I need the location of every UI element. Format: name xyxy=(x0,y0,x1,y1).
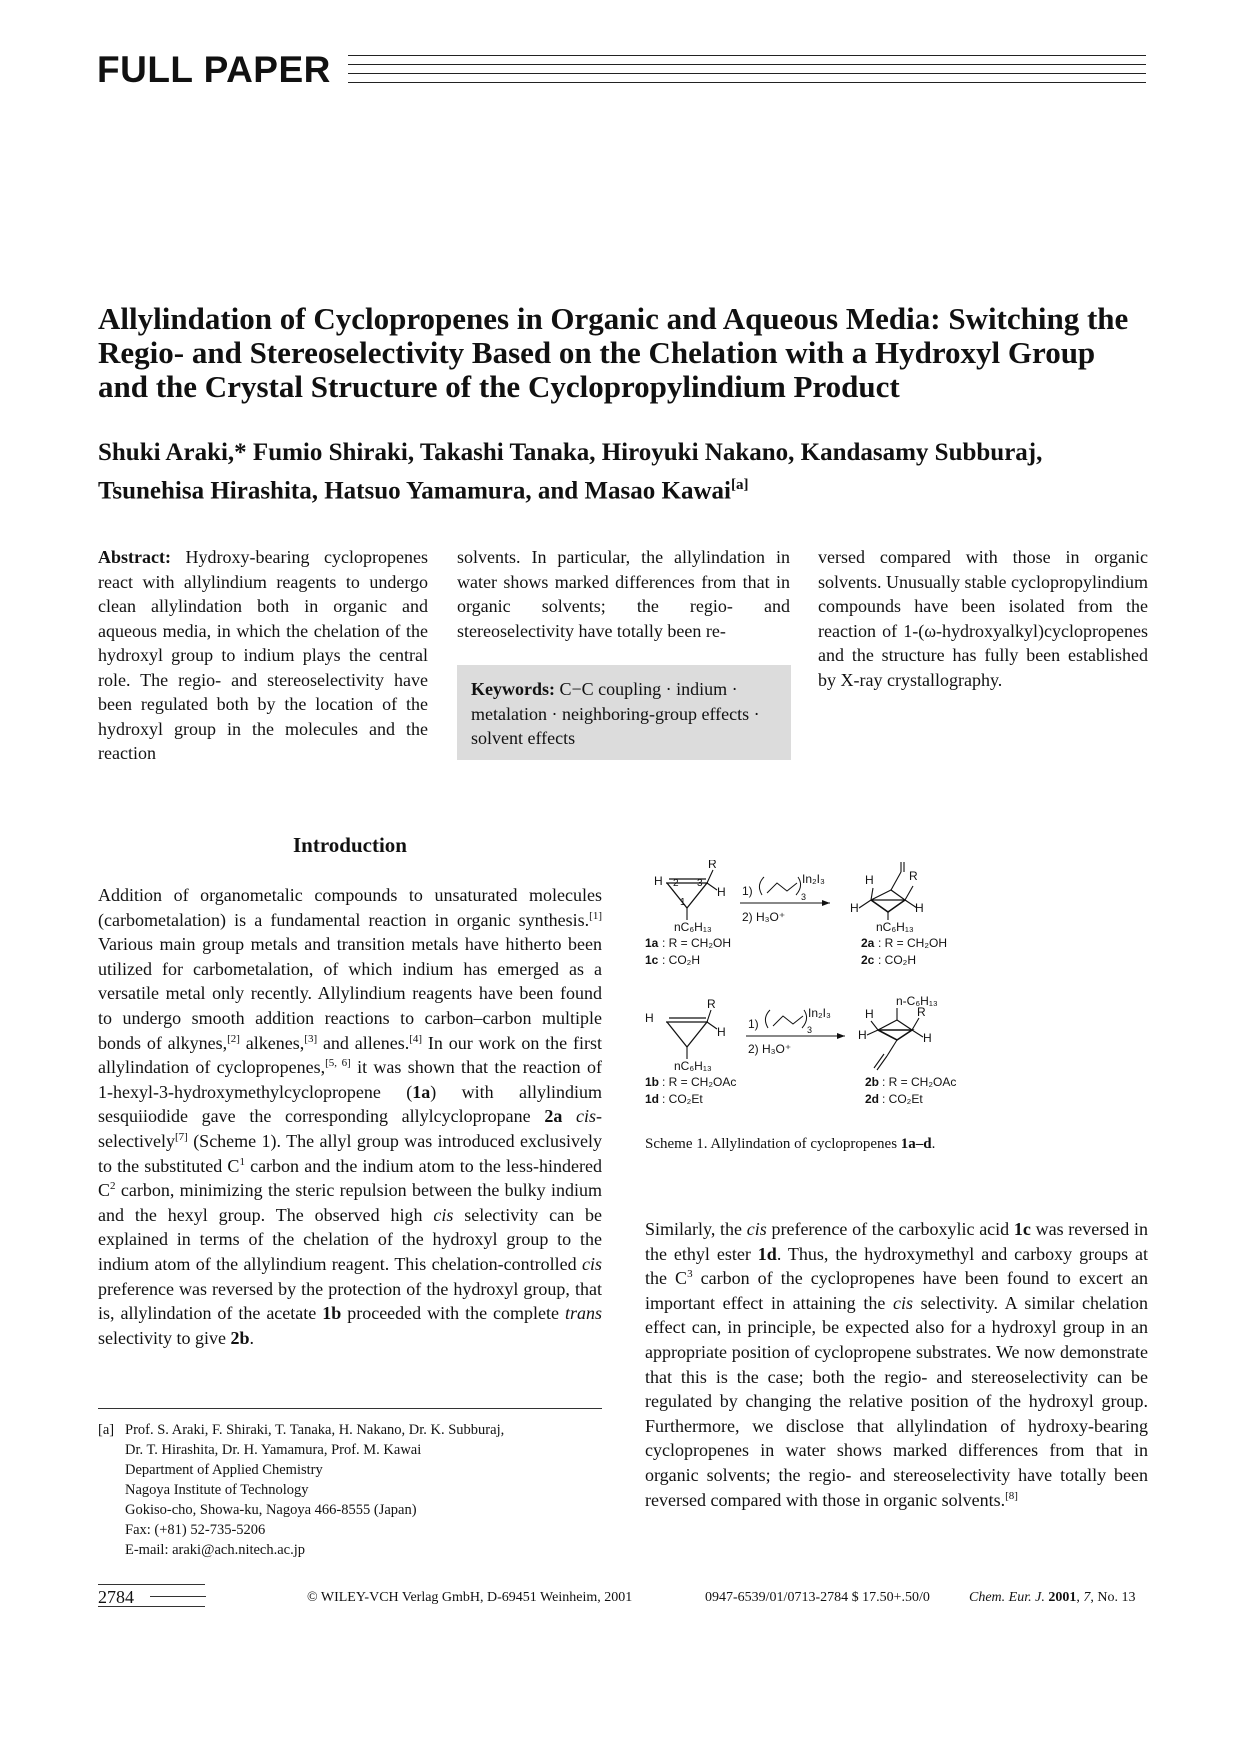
keyword: C−C coupling xyxy=(559,679,662,699)
text: (Scheme 1). The allyl group was introduced exclusively to the substituted C xyxy=(98,1130,602,1176)
keyword: neighboring-group effects xyxy=(561,703,750,724)
compound-ref: 1c xyxy=(1013,1219,1031,1239)
citation: [4] xyxy=(409,1032,423,1045)
superscript: 3 xyxy=(687,1268,693,1281)
text: preference of the carboxylic acid xyxy=(766,1219,1014,1239)
footnote-line: Dr. T. Hirashita, Dr. H. Yamamura, Prof. M. Kawai xyxy=(125,1442,422,1458)
reaction-arrow-bottom xyxy=(746,1006,845,1056)
text: . xyxy=(249,1327,254,1348)
section-label: FULL PAPER xyxy=(97,49,331,90)
footer-rule xyxy=(150,1596,206,1597)
text: ) with allylindium sesquiiodide gave the corresponding allylcyclopropane xyxy=(98,1081,603,1127)
citation: [7] xyxy=(174,1130,188,1143)
text: Scheme 1. Allylindation of cyclopropenes xyxy=(645,1136,901,1152)
footer-rule xyxy=(98,1584,205,1585)
compound-label: 1d xyxy=(645,1092,660,1106)
affiliation-mark: [a] xyxy=(730,477,749,493)
hexyl-label: nC₆H₁₃ xyxy=(674,920,712,934)
atom-h: H xyxy=(717,885,726,899)
citation: [1] xyxy=(589,909,602,922)
locant: 2 xyxy=(673,878,679,889)
cyclopropene-1b-structure xyxy=(645,997,726,1073)
text: carbon of the cyclopropenes have been found to excert an important effect in attaining the xyxy=(645,1268,1148,1313)
hexyl-label: nC₆H₁₃ xyxy=(674,1059,712,1073)
atom-h: H xyxy=(865,1007,874,1021)
abstract-text-3: versed compared with those in organic solvents. Unusually stable cyclopropylindium compounds have been isolated from the reaction of 1-(ω-hydroxyalkyl)cyclopropenes and the structure has fully been established by X-ray crystallography. xyxy=(818,547,1148,690)
atom-r: R xyxy=(708,860,717,871)
compound-label: 1c xyxy=(645,953,659,967)
text: selectivity can be explained in terms of the chelation of the hydroxyl group to the indium atom of the allylindium reagent. This chelation-controlled xyxy=(98,1204,602,1274)
compound-ref: 2a xyxy=(544,1106,563,1127)
citation: [8] xyxy=(1005,1489,1018,1502)
substituent-label: : R = CH₂OH xyxy=(878,936,947,950)
superscript: 2 xyxy=(110,1180,116,1193)
compound-label: 1a xyxy=(645,936,659,950)
page-number: 2784 xyxy=(98,1587,134,1607)
footnote-rule xyxy=(98,1408,602,1409)
keyword-separator: · xyxy=(551,703,558,724)
atom-r: R xyxy=(917,1005,926,1019)
text: . Thus, the hydroxymethyl and carboxy groups at the C xyxy=(645,1243,1148,1289)
substituent-label: : R = CH₂OAc xyxy=(882,1075,957,1089)
reaction-arrow-top xyxy=(740,872,830,924)
abstract-text-1: Hydroxy-bearing cyclopropenes react with allylindium reagents to undergo clean allylindation both in organic and aqueous media, in which the chelation of the hydroxyl group to indium plays the central role. The regio- and stereoselectivity have been regulated both by the location of the hydroxyl group in the molecules and the reaction xyxy=(98,547,428,763)
compound-label: 2a xyxy=(861,936,875,950)
compound-label: 2c xyxy=(861,953,875,967)
citation: [5, 6] xyxy=(325,1057,351,1070)
substituent-label: : CO₂H xyxy=(662,953,700,967)
author-names: Shuki Araki,* Fumio Shiraki, Takashi Tanaka, Hiroyuki Nakano, Kandasamy Subburaj, Tsunehisa Hirashita, Hatsuo Yamamura, and Masao Kawai xyxy=(98,439,1043,505)
italic-term: trans xyxy=(564,1303,602,1324)
stoichiometry: 3 xyxy=(801,892,807,902)
author-list xyxy=(98,436,1148,507)
text: alkenes, xyxy=(239,1032,305,1053)
italic-term: cis xyxy=(433,1204,454,1225)
citation: [2] xyxy=(227,1032,240,1045)
stoichiometry: 3 xyxy=(807,1025,813,1035)
text: was reversed in the ethyl ester xyxy=(645,1219,1148,1264)
substituent-label: : CO₂Et xyxy=(662,1092,703,1106)
substituent-label: : CO₂Et xyxy=(882,1092,923,1106)
atom-h: H xyxy=(858,1028,867,1042)
keyword: metalation xyxy=(471,703,547,724)
body-paragraph xyxy=(645,1217,1148,1512)
italic-term: cis xyxy=(746,1219,767,1239)
locant: 3 xyxy=(697,878,703,889)
compound-ref: 1b xyxy=(322,1303,342,1324)
footnote-line: Department of Applied Chemistry xyxy=(125,1462,323,1478)
atom-h: H xyxy=(717,1025,726,1039)
journal-issue: , No. 13 xyxy=(1090,1590,1136,1605)
text: selectivity to give xyxy=(98,1327,231,1348)
keyword: solvent effects xyxy=(471,728,576,748)
keyword: indium xyxy=(676,679,728,699)
step-2: 2) H₃O⁺ xyxy=(748,1042,792,1056)
italic-term: cis xyxy=(582,1253,602,1274)
superscript: 1 xyxy=(239,1155,245,1168)
section-heading: Introduction xyxy=(293,833,407,857)
compound-ref: 1d xyxy=(757,1243,777,1264)
text: selectivity. A similar chelation effect can, in principle, be expected also for a hydroxyl group in an appropriate position of cyclopropene substrates. We now demonstrate that this is the case; both the regio- and stereoselectivity can be regulated by changing the relative position of the hydroxyl group. Furthermore, we disclose that allylindation of hydroxy-bearing cyclopropenes in water shows marked differences from that in organic solvents; the regio- and stereoselectivity have totally been reversed compared with those in organic solvents. xyxy=(645,1292,1148,1510)
paper-title: Allylindation of Cyclopropenes in Organic and Aqueous Media: Switching the Regio- and Stereoselectivity Based on the Chelation with a Hydroxyl Group and the Crystal Structure of the Cyclopropylindium Product xyxy=(98,301,1129,404)
substituent-label: : R = CH₂OAc xyxy=(662,1075,737,1089)
footnote-line: Fax: (+81) 52-735-5206 xyxy=(125,1522,266,1538)
journal-name: Chem. Eur. J. xyxy=(969,1590,1045,1605)
abstract-label: Abstract: xyxy=(98,547,171,567)
compound-label: 1b xyxy=(645,1075,660,1089)
header-rule xyxy=(348,55,1146,83)
atom-r: R xyxy=(707,997,716,1011)
step-2: 2) H₃O⁺ xyxy=(742,910,786,924)
text: preference was reversed by the protection of the hydroxyl group, that is, allylindation of the acetate xyxy=(98,1278,602,1324)
text: carbon, minimizing the steric repulsion between the bulky indium and the hexyl group. The observed high xyxy=(98,1180,602,1225)
footnote-line: Nagoya Institute of Technology xyxy=(125,1482,309,1498)
compound-label: 2b xyxy=(865,1075,880,1089)
footnote-line: Prof. S. Araki, F. Shiraki, T. Tanaka, H. Nakano, Dr. K. Subburaj, xyxy=(125,1422,505,1438)
copyright: © WILEY-VCH Verlag GmbH, D-69451 Weinheim, 2001 xyxy=(307,1590,633,1605)
reagent: In₂I₃ xyxy=(808,1006,831,1020)
abstract-text-2: solvents. In particular, the allylindation in water shows marked differences from that in organic solvents; the regio- and stereoselectivity have totally been re- xyxy=(457,547,790,641)
cyclopropene-1a-structure xyxy=(654,860,726,934)
reagent: In₂I₃ xyxy=(802,872,825,886)
reaction-scheme xyxy=(645,860,1145,1140)
atom-h: H xyxy=(645,1011,654,1025)
substituent-label: : CO₂H xyxy=(878,953,916,967)
keywords-box xyxy=(457,665,791,760)
keyword-separator: · xyxy=(731,679,738,699)
text: In our work on the first allylindation of cyclopropenes, xyxy=(98,1032,602,1078)
text: it was shown that the reaction of 1-hexyl-3-hydroxymethylcyclopropene ( xyxy=(98,1057,602,1102)
italic-term: cis xyxy=(576,1106,596,1127)
keywords-label: Keywords: xyxy=(471,679,555,699)
citation: [3] xyxy=(304,1032,318,1045)
compound-ref: 2b xyxy=(230,1327,250,1348)
journal-year: 2001 xyxy=(1048,1590,1077,1605)
footnote-line: E-mail: araki@ach.nitech.ac.jp xyxy=(125,1542,306,1558)
atom-h: H xyxy=(654,874,663,888)
atom-r: R xyxy=(909,869,918,883)
intro-paragraph xyxy=(98,883,602,1350)
atom-h: H xyxy=(923,1031,932,1045)
text: -selectively xyxy=(98,1106,602,1151)
journal-citation: Chem. Eur. J. 2001, 7, No. 13 xyxy=(969,1590,1136,1605)
step-1: 1) xyxy=(742,884,753,898)
text: . xyxy=(931,1136,936,1152)
italic-term: cis xyxy=(893,1292,913,1313)
compound-label: 2d xyxy=(865,1092,880,1106)
abstract-column-1 xyxy=(98,545,428,766)
keyword-separator: · xyxy=(753,703,760,724)
compound-ref: 1a xyxy=(412,1081,431,1102)
journal-volume: 7 xyxy=(1083,1590,1091,1605)
atom-h: H xyxy=(850,901,859,915)
atom-h: H xyxy=(865,873,874,887)
footnote-mark: [a] xyxy=(98,1422,115,1438)
hexyl-label: n-C₆H₁₃ xyxy=(896,994,938,1008)
cyclopropane-2b-structure xyxy=(858,994,938,1070)
text: carbon and the indium atom to the less-hindered C xyxy=(98,1155,603,1201)
abstract-column-3 xyxy=(818,545,1148,692)
text: and allenes. xyxy=(317,1032,410,1053)
text: Similarly, the xyxy=(645,1219,747,1239)
scheme-caption xyxy=(645,1136,1145,1153)
text: Addition of organometalic compounds to unsaturated molecules (carbometalation) is a fundamental reaction in organic synthesis. xyxy=(98,885,602,930)
locant: 1 xyxy=(680,897,686,908)
abstract-column-2 xyxy=(457,545,790,643)
hexyl-label: nC₆H₁₃ xyxy=(876,920,914,934)
atom-h: H xyxy=(915,901,924,915)
footnote-line: Gokiso-cho, Showa-ku, Nagoya 466-8555 (Japan) xyxy=(125,1502,417,1518)
text: proceeded with the complete xyxy=(341,1303,565,1324)
substituent-label: : R = CH₂OH xyxy=(662,936,731,950)
keyword-separator: · xyxy=(665,679,672,699)
step-1: 1) xyxy=(748,1017,759,1031)
text: Various main group metals and transition metals have hitherto been utilized for carbometalation, of which indium has emerged as a versatile metal only recently. Allylindium reagents have been found to undergo smooth addition reactions to carbon–carbon multiple bonds of alkynes, xyxy=(98,934,602,1053)
cyclopropane-2a-structure xyxy=(850,862,924,934)
compound-ref: 1a–d xyxy=(900,1136,932,1152)
article-code: 0947-6539/01/0713-2784 $ 17.50+.50/0 xyxy=(705,1590,930,1605)
